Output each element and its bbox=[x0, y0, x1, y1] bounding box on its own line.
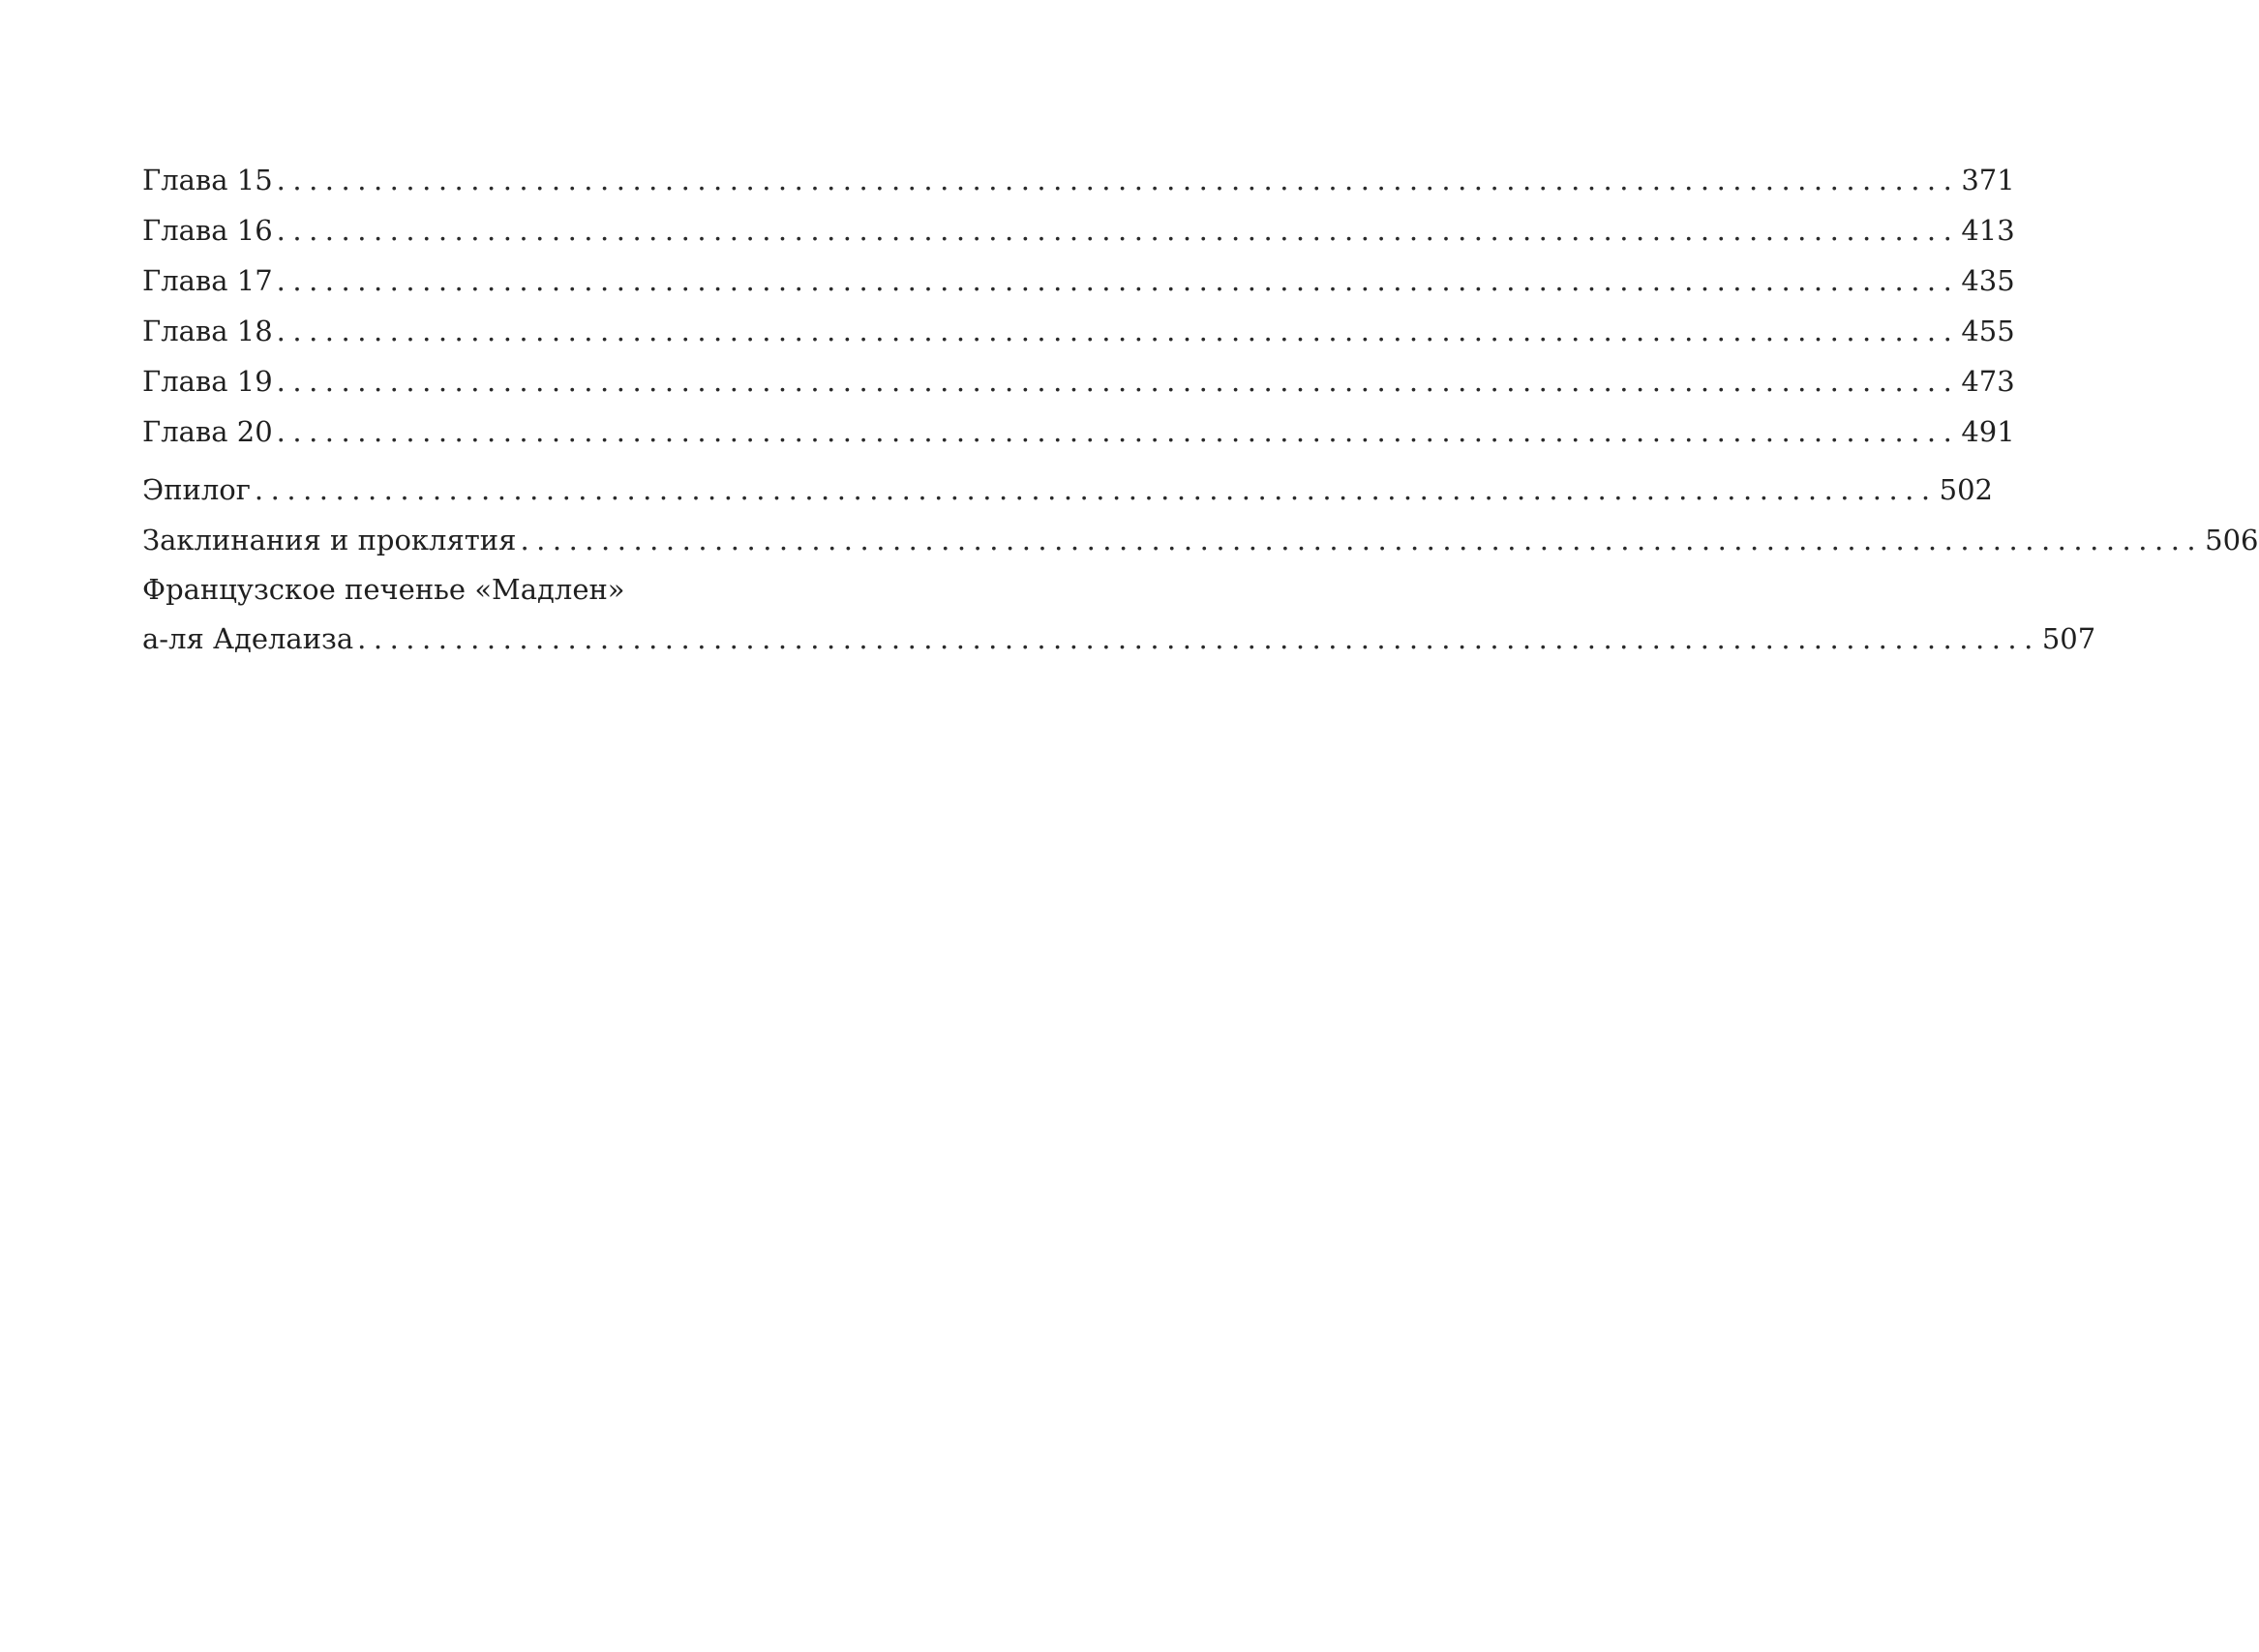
toc-entry-title: Глава 16 bbox=[142, 214, 273, 247]
toc-entry bbox=[142, 356, 2015, 406]
toc-entry-line2 bbox=[142, 614, 2096, 664]
toc-entry-title-line1: Французское печенье «Мадлен» bbox=[142, 573, 625, 606]
toc-leader-dots: ........................................................................................................ bbox=[276, 264, 1960, 297]
toc-entry bbox=[142, 406, 2015, 457]
toc-entry-title: Глава 19 bbox=[142, 365, 273, 398]
toc-leader-dots: ........................................................................................................ bbox=[276, 315, 1960, 347]
toc-entry-title-line2: а-ля Аделаиза bbox=[142, 622, 354, 655]
toc-entry bbox=[142, 205, 2015, 255]
toc-entry-page: 502 bbox=[1939, 473, 1993, 506]
toc-leader-dots: ........................................................................................................ bbox=[276, 214, 1960, 247]
toc-entry bbox=[142, 155, 2015, 205]
toc-entry-title: Заклинания и проклятия bbox=[142, 524, 517, 556]
toc-entry-title: Глава 17 bbox=[142, 264, 273, 297]
table-of-contents bbox=[142, 155, 2259, 664]
toc-leader-dots: ........................................................................................................ bbox=[254, 473, 1938, 506]
toc-leader-dots: ........................................................................................................ bbox=[520, 524, 2204, 556]
toc-entry-page: 413 bbox=[1961, 214, 2015, 247]
toc-entry-page: 491 bbox=[1961, 415, 2015, 448]
toc-entry-epilogue bbox=[142, 465, 1993, 515]
toc-entry-title: Глава 20 bbox=[142, 415, 273, 448]
toc-entry bbox=[142, 306, 2015, 356]
toc-entry-title: Глава 15 bbox=[142, 164, 273, 196]
toc-entry-page: 506 bbox=[2205, 524, 2259, 556]
toc-entry-spells bbox=[142, 515, 2259, 565]
toc-entry-title: Глава 18 bbox=[142, 315, 273, 347]
toc-entry-title: Эпилог bbox=[142, 473, 251, 506]
toc-entry bbox=[142, 255, 2015, 306]
toc-entry-page: 507 bbox=[2041, 622, 2096, 655]
toc-entry-page: 435 bbox=[1961, 264, 2015, 297]
toc-leader-dots: ........................................................................................................ bbox=[357, 622, 2040, 655]
toc-leader-dots: ........................................................................................................ bbox=[276, 415, 1960, 448]
toc-entry-page: 455 bbox=[1961, 315, 2015, 347]
toc-entry-recipe bbox=[142, 565, 2096, 664]
toc-leader-dots: ........................................................................................................ bbox=[276, 164, 1960, 196]
toc-leader-dots: ........................................................................................................ bbox=[276, 365, 1960, 398]
toc-entry-page: 473 bbox=[1961, 365, 2015, 398]
toc-entry-page: 371 bbox=[1961, 164, 2015, 196]
